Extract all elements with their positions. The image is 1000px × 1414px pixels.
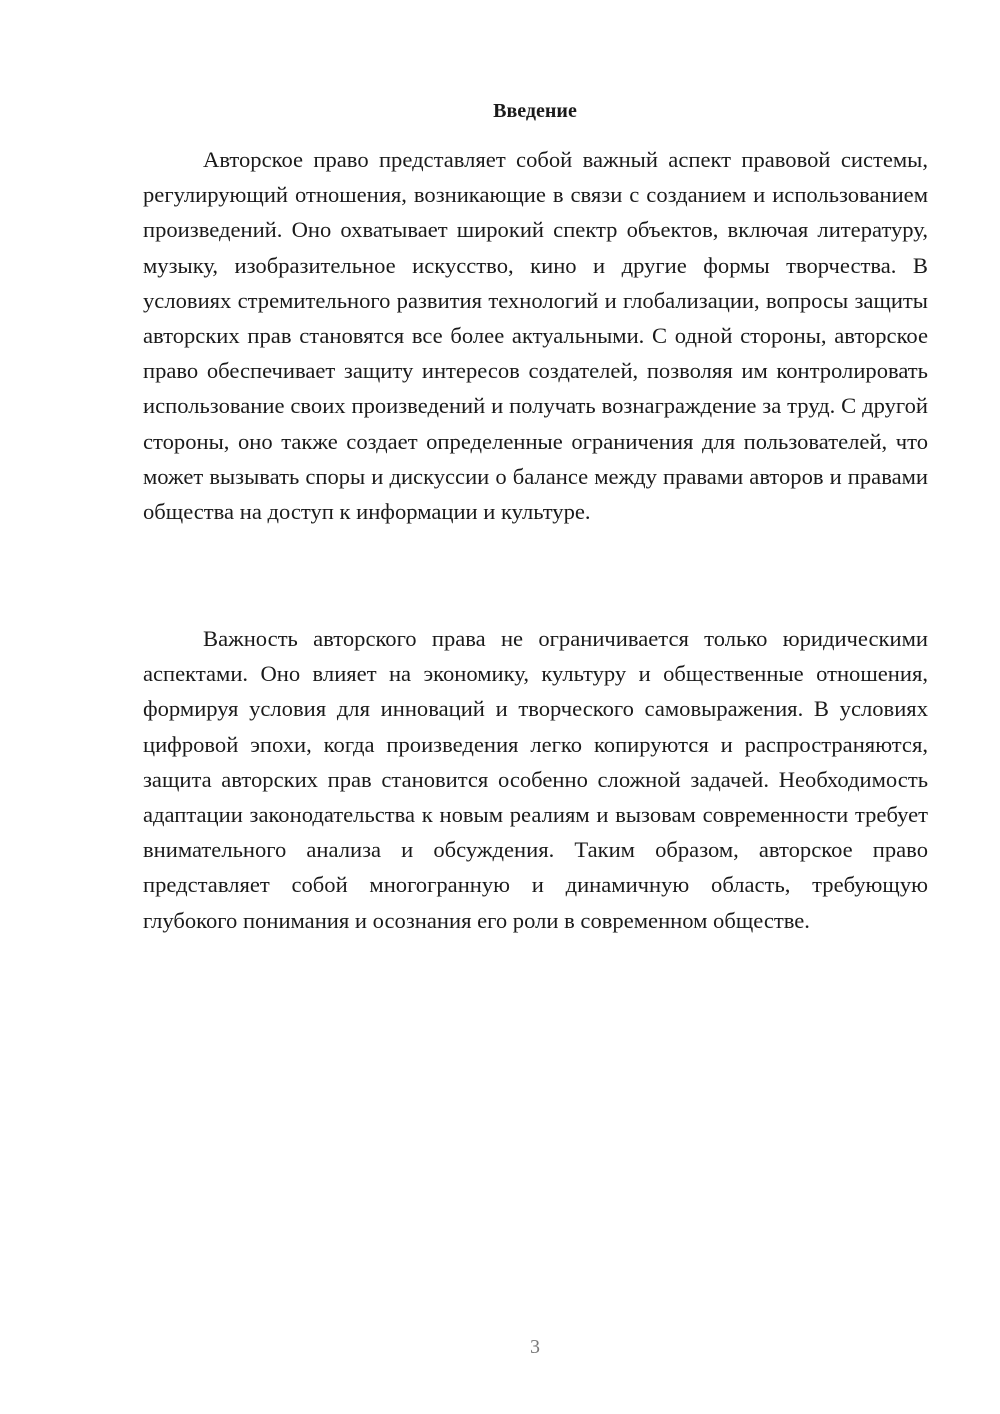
page-number: 3 (530, 1336, 540, 1358)
paragraph-2: Важность авторского права не ограничивается только юридическими аспектами. Оно влияет на экономику, культуру и общественные отношения, формируя условия для инноваций и творческого самовыражения. В условиях цифровой эпохи, когда произведения легко копируются и распространяются, защита авторских прав становится особенно сложной задачей. Необходимость адаптации законодательства к новым реалиям и вызовам современности требует внимательного анализа и обсуждения. Таким образом, авторское право представляет собой многогранную и динамичную область, требующую глубокого понимания и осознания его роли в современном обществе. (143, 626, 928, 933)
section-heading: Введение (493, 100, 577, 122)
paragraph-1: Авторское право представляет собой важный аспект правовой системы, регулирующий отношения, возникающие в связи с созданием и использованием произведений. Оно охватывает широкий спектр объектов, включая литературу, музыку, изобразительное искусство, кино и другие формы творчества. В условиях стремительного развития технологий и глобализации, вопросы защиты авторских прав становятся все более актуальными. С одной стороны, авторское право обеспечивает защиту интересов создателей, позволяя им контролировать использование своих произведений и получать вознаграждение за труд. С другой стороны, оно также создает определенные ограничения для пользователей, что может вызывать споры и дискуссии о балансе между правами авторов и правами общества на доступ к информации и культуре. (143, 147, 928, 525)
